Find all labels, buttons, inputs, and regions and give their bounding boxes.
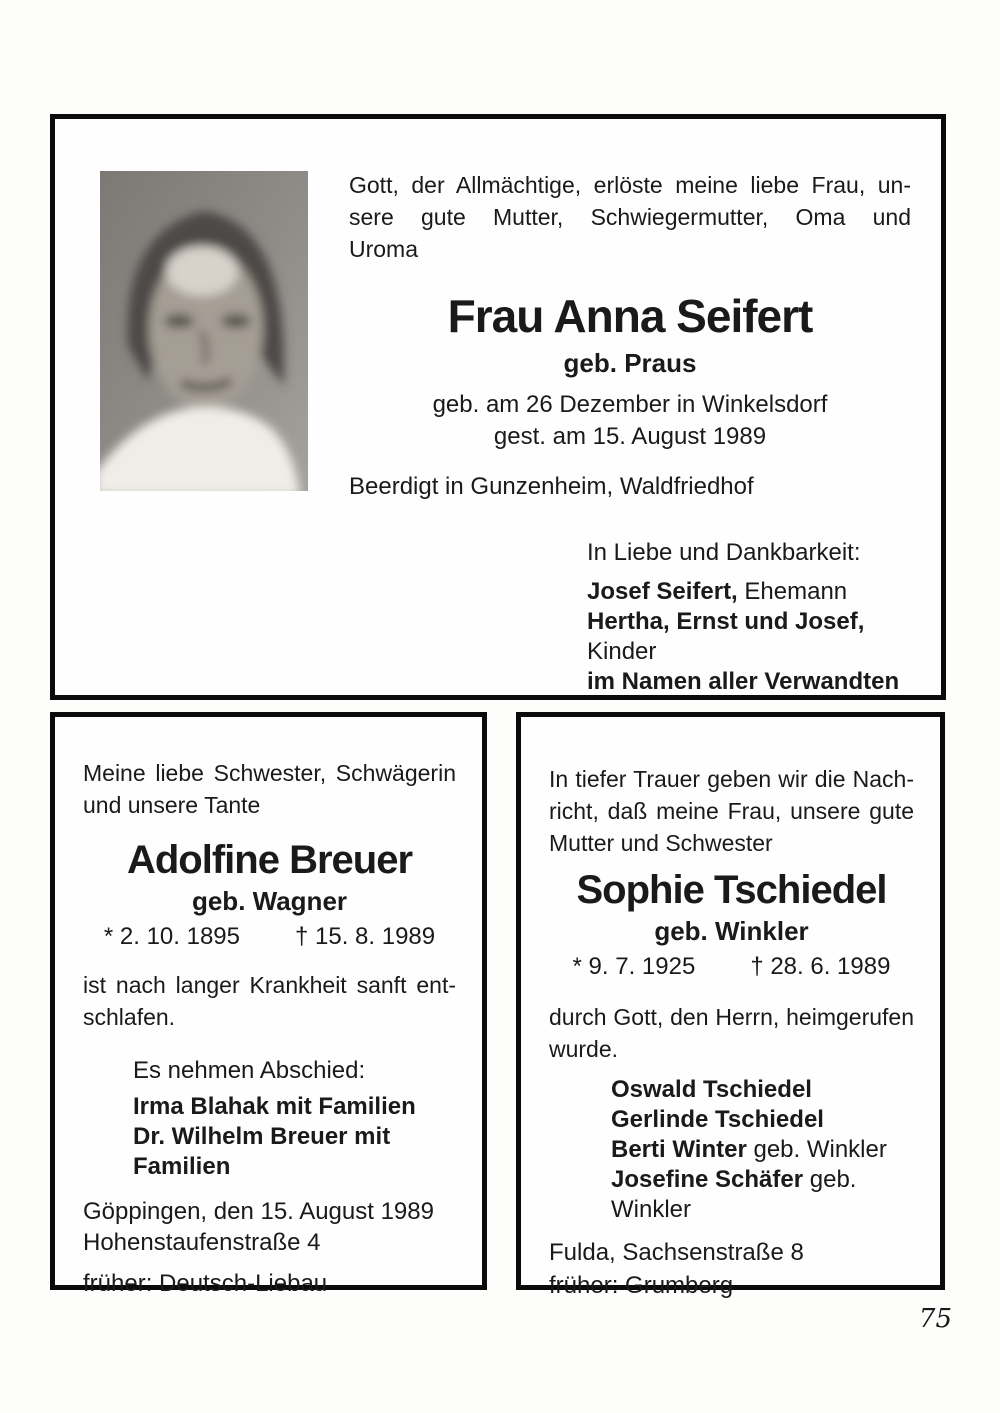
closing-block [587, 537, 911, 697]
mourner-name: Josef Seifert, [587, 578, 738, 605]
intro-line: In tiefer Trauer geben wir die Nach- [549, 766, 914, 792]
mourner-line [611, 1105, 914, 1135]
deceased-name: Frau Anna Seifert [447, 290, 813, 342]
mourner-line [587, 607, 911, 667]
body-paragraph [549, 1001, 914, 1065]
body-line: durch Gott, den Herrn, heimgerufen [549, 1004, 914, 1030]
former-residence-line: früher: Deutsch-Liebau [83, 1270, 328, 1297]
intro-line: richt, daß meine Frau, unsere gute [549, 798, 914, 824]
place-block [83, 1196, 456, 1258]
birth-date: * 2. 10. 1895 [103, 923, 240, 950]
closing-line: In Liebe und Dankbarkeit: [587, 539, 861, 566]
mourner-relation: geb. Winkler [611, 1166, 857, 1223]
mourner-name: Hertha, Ernst und Josef, [587, 608, 865, 635]
breuer-text-column [55, 717, 482, 1299]
mourner-relation: Kinder [587, 638, 657, 665]
portrait-photo-image [100, 171, 308, 491]
mourner-line [587, 577, 911, 607]
intro-line: Meine liebe Schwester, Schwägerin [83, 760, 456, 786]
death-date: † 28. 6. 1989 [750, 953, 891, 980]
portrait-photo [100, 171, 308, 491]
mourner-line: Irma Blahak mit Familien [133, 1093, 416, 1120]
mourner-line [611, 1135, 914, 1165]
place-line: Göppingen, den 15. August 1989 [83, 1198, 434, 1225]
mourner-name: Gerlinde Tschiedel [611, 1106, 824, 1133]
mourner-name: im Namen aller Verwandten [587, 668, 900, 695]
deceased-name: Adolfine Breuer [126, 838, 413, 882]
mourner-relation: geb. Winkler [746, 1136, 887, 1163]
death-line: gest. am 15. August 1989 [493, 423, 767, 450]
body-paragraph [83, 969, 456, 1033]
mourners-block [611, 1075, 914, 1225]
mourners-block [133, 1092, 456, 1182]
burial-line: Beerdigt in Gunzenheim, Waldfriedhof [349, 473, 754, 500]
former-residence-line: früher: Grumberg [549, 1272, 734, 1299]
tschiedel-text-column [521, 717, 940, 1301]
death-date: † 15. 8. 1989 [295, 923, 436, 950]
mourner-name: Oswald Tschiedel [611, 1076, 812, 1103]
intro-line: sere gute Mutter, Schwiegermutter, Oma und [349, 204, 911, 230]
death-notice-sophie-tschiedel [516, 712, 945, 1299]
mourner-name: Josefine Schäfer [611, 1166, 804, 1193]
life-dates [549, 951, 914, 983]
seifert-text-column [349, 169, 911, 697]
intro-line: Mutter und Schwester [549, 830, 773, 856]
mourner-line [611, 1165, 914, 1225]
mourner-line [587, 667, 911, 697]
life-dates [83, 921, 456, 953]
place-line: Fulda, Sachsenstraße 8 [549, 1239, 804, 1266]
body-line: ist nach langer Krankheit sanft ent- [83, 972, 456, 998]
birth-line: geb. am 26 Dezember in Winkelsdorf [432, 391, 828, 418]
intro-line: Gott, der Allmächtige, erlöste meine liebe Frau, un- [349, 172, 911, 198]
body-line: schlafen. [83, 1004, 176, 1030]
place-block [549, 1237, 914, 1268]
maiden-name: geb. Praus [563, 348, 697, 378]
death-notice-adolfine-breuer [50, 712, 487, 1297]
mourner-name: Berti Winter [611, 1136, 747, 1163]
mourner-relation: Ehemann [737, 578, 848, 605]
farewell-heading: Es nehmen Abschied: [133, 1057, 366, 1084]
death-notice-anna-seifert [50, 114, 946, 700]
address-line: Hohenstaufenstraße 4 [83, 1229, 321, 1256]
birth-date: * 9. 7. 1925 [572, 953, 696, 980]
maiden-name: geb. Wagner [191, 886, 348, 916]
intro-line: Uroma [349, 236, 419, 262]
intro-line: und unsere Tante [83, 792, 261, 818]
mourner-line [611, 1075, 914, 1105]
body-line: wurde. [549, 1036, 619, 1062]
deceased-name: Sophie Tschiedel [576, 868, 887, 912]
page-number: 75 [918, 1304, 952, 1334]
mourner-line: Dr. Wilhelm Breuer mit Familien [133, 1123, 391, 1180]
maiden-name: geb. Winkler [654, 916, 809, 946]
